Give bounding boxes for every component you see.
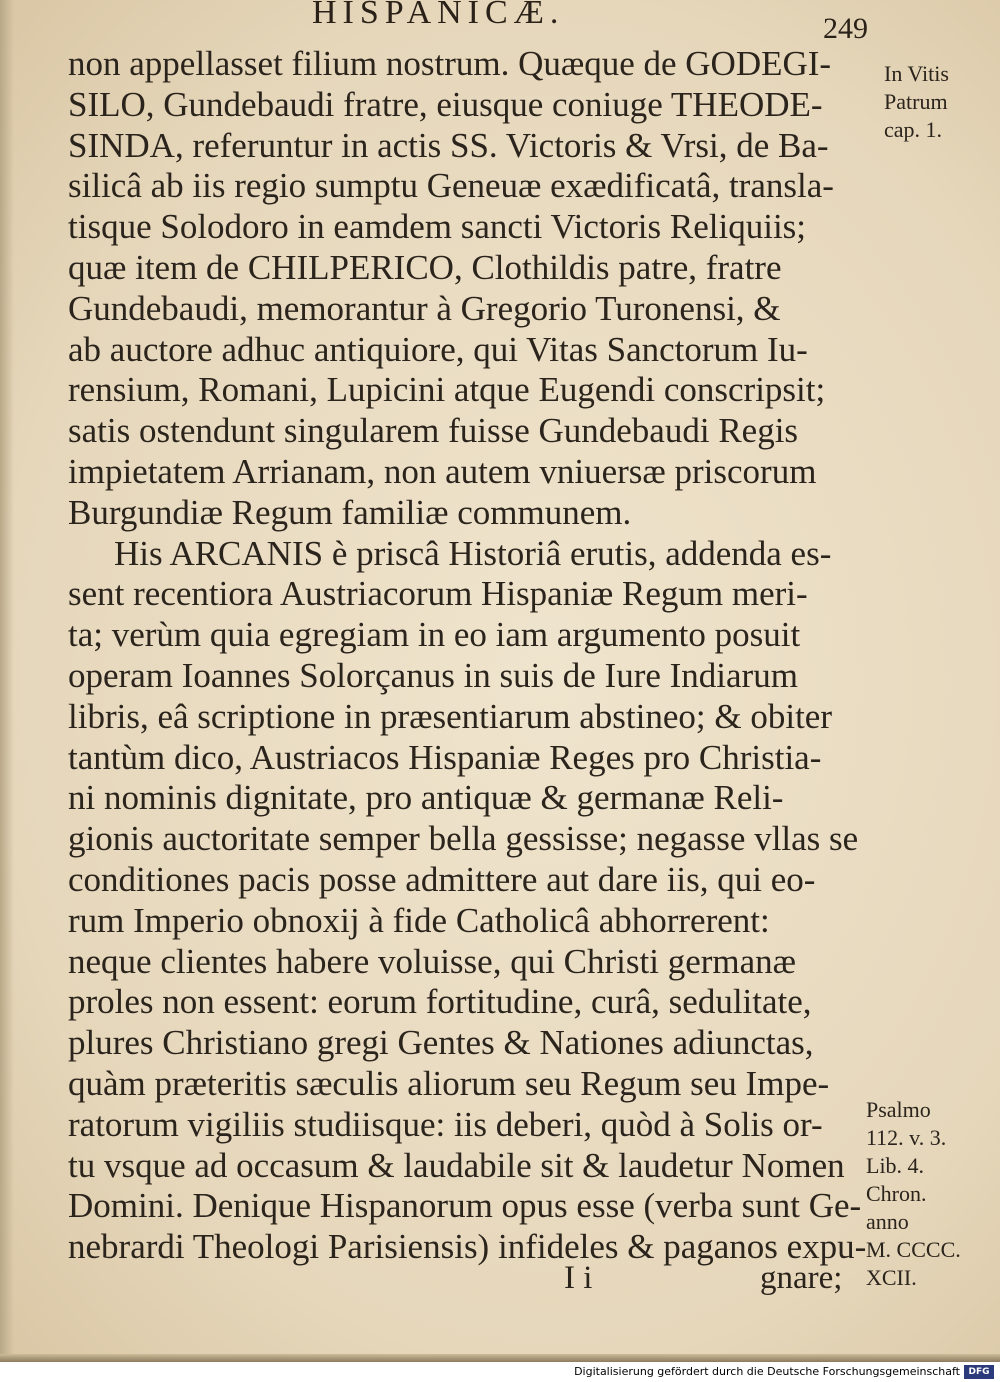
marginal-note-line: Chron. (866, 1181, 927, 1206)
text-line: proles non essent: eorum fortitudine, curâ, sedulitate, (68, 982, 812, 1022)
marginal-note-line: Lib. 4. (866, 1153, 925, 1178)
text-line: ta; verùm quia egregiam in eo iam argumento posuit (68, 615, 801, 655)
page-bottom-edge (0, 1354, 1000, 1362)
dfg-logo: DFG (964, 1365, 994, 1379)
text-line: libris, eâ scriptione in præsentiarum abstineo; & obiter (68, 696, 833, 736)
text-line: satis ostendunt singularem fuisse Gundebaudi Regis (68, 411, 799, 451)
footer-bar (0, 1362, 1000, 1382)
running-header: HISPANICÆ. (312, 0, 565, 31)
text-line: ni nominis dignitate, pro antiquæ & germanæ Reli- (68, 778, 784, 818)
paragraph-start-line: His ARCANIS è priscâ Historiâ erutis, addenda es- (114, 533, 832, 573)
text-line: neque clientes habere voluisse, qui Christi germanæ (68, 941, 797, 981)
text-line: Burgundiæ Regum familiæ communem. (68, 492, 632, 532)
marginal-note-line: In Vitis (884, 61, 949, 86)
text-line: ratorum vigiliis studiisque: iis deberi, quòd à Solis or- (68, 1104, 823, 1144)
text-line: rum Imperio obnoxij à fide Catholicâ abhorrerent: (68, 900, 770, 940)
text-line: tu vsque ad occasum & laudabile sit & laudetur Nomen (68, 1145, 845, 1185)
text-line: Gundebaudi, memorantur à Gregorio Turonensi, & (68, 288, 781, 328)
text-line: Domini. Denique Hispanorum opus esse (verba sunt Ge- (68, 1186, 862, 1226)
marginal-note (866, 1096, 961, 1292)
text-line: impietatem Arrianam, non autem vniuersæ priscorum (68, 451, 817, 491)
marginal-note (884, 60, 949, 144)
signature-mark: I i (564, 1260, 593, 1296)
body-text (68, 44, 868, 1268)
marginal-note-line: M. CCCC. (866, 1237, 961, 1262)
text-line: SINDA, referuntur in actis SS. Victoris & Vrsi, de Ba- (68, 125, 829, 165)
text-line: SILO, Gundebaudi fratre, eiusque coniuge THEODE- (68, 84, 823, 124)
text-line: quæ item de CHILPERICO, Clothildis patre, fratre (68, 247, 782, 287)
marginal-note-line: Psalmo (866, 1097, 931, 1122)
page-number: 249 (823, 12, 868, 45)
text-line: non appellasset filium nostrum. Quæque de GODEGI- (68, 44, 832, 83)
marginal-note-line: Patrum (884, 89, 948, 114)
text-line: nebrardi Theologi Parisiensis) infideles & paganos expu- (68, 1227, 867, 1267)
text-line: tantùm dico, Austriacos Hispaniæ Reges pro Christia- (68, 737, 822, 777)
page-gutter-shadow (0, 0, 14, 1362)
marginal-note-line: 112. v. 3. (866, 1125, 947, 1150)
text-line: silicâ ab iis regio sumptu Geneuæ exædificatâ, transla- (68, 166, 834, 206)
funding-notice: Digitalisierung gefördert durch die Deutsche Forschungsgemeinschaft (574, 1365, 960, 1378)
text-line: gionis auctoritate semper bella gessisse; negasse vllas se (68, 819, 859, 859)
marginal-note-line: XCII. (866, 1265, 917, 1290)
text-line: rensium, Romani, Lupicini atque Eugendi conscripsit; (68, 370, 826, 410)
text-line: operam Ioannes Solorçanus in suis de Iure Indiarum (68, 655, 798, 695)
marginal-note-line: cap. 1. (884, 117, 943, 142)
text-line: sent recentiora Austriacorum Hispaniæ Regum meri- (68, 574, 808, 614)
catchword: gnare; (760, 1260, 843, 1296)
marginal-note-line: anno (866, 1209, 909, 1234)
text-line: plures Christiano gregi Gentes & Nationes adiunctas, (68, 1023, 814, 1063)
text-line: ab auctore adhuc antiquiore, qui Vitas Sanctorum Iu- (68, 329, 808, 369)
text-line: tisque Solodoro in eamdem sancti Victoris Reliquiis; (68, 207, 807, 247)
text-line: quàm præteritis sæculis aliorum seu Regum seu Impe- (68, 1063, 830, 1103)
text-line: conditiones pacis posse admittere aut dare iis, qui eo- (68, 859, 816, 899)
